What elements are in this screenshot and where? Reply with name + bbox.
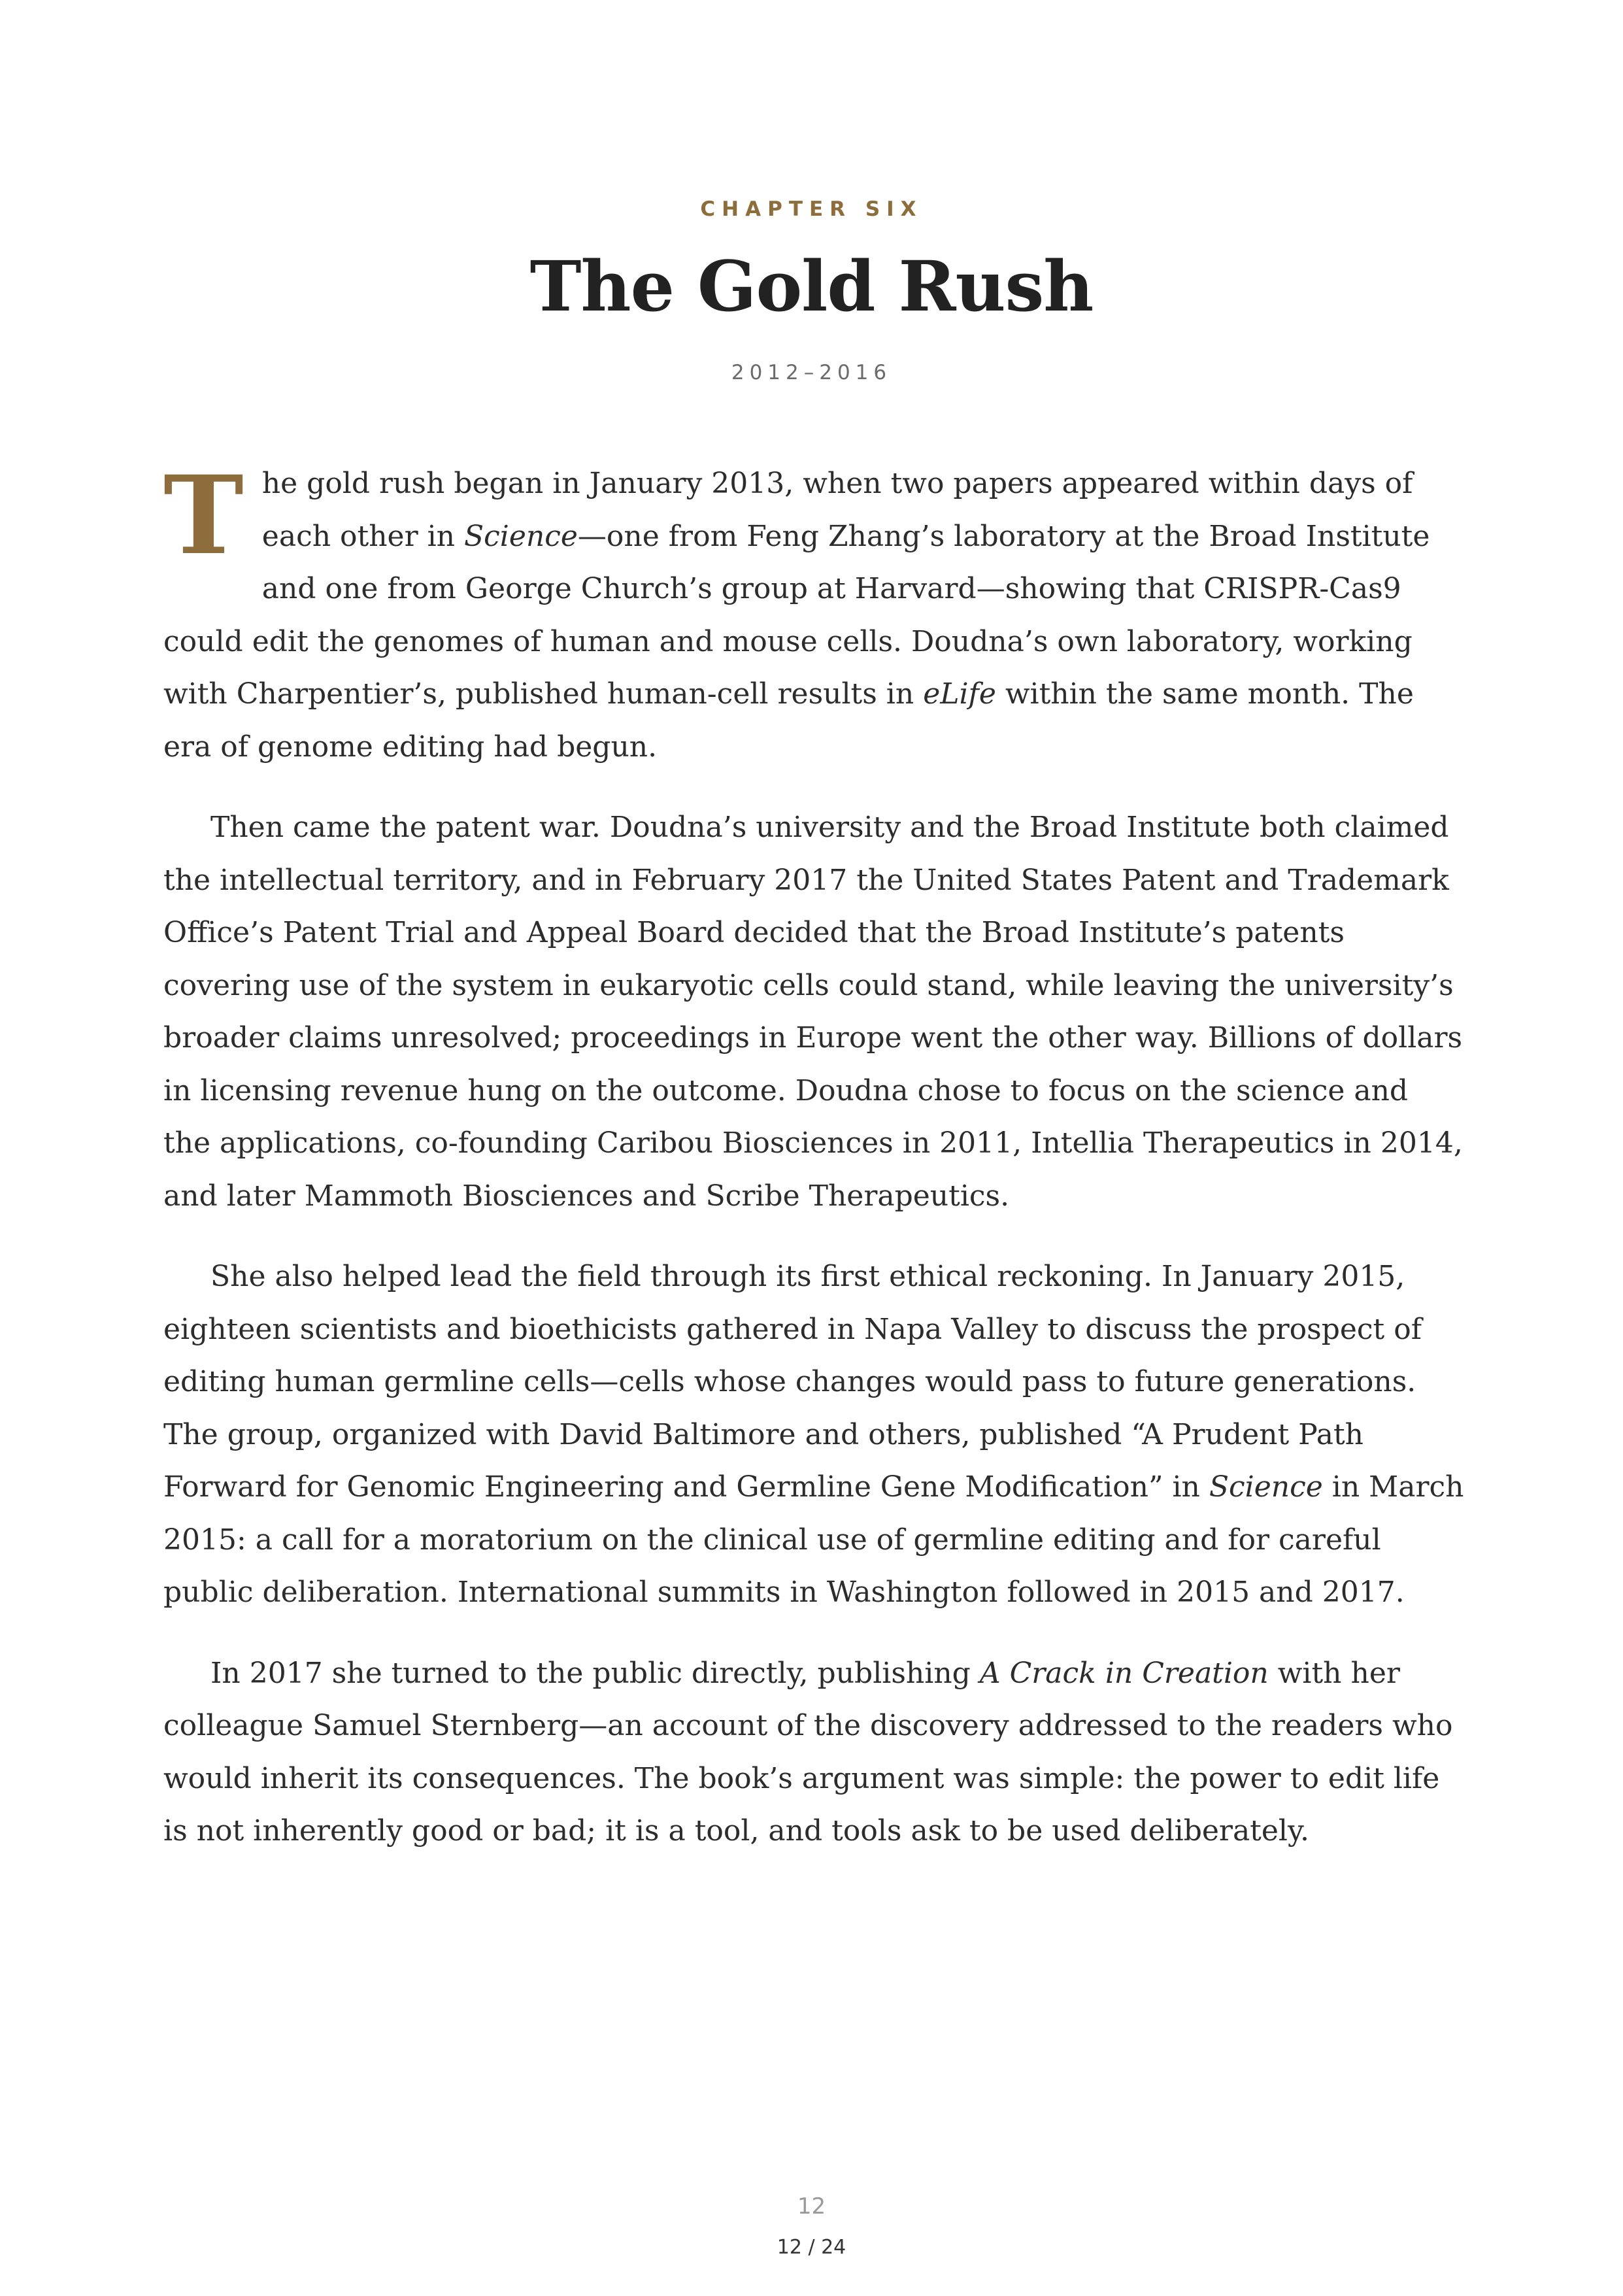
italic-text: Science bbox=[1209, 1470, 1323, 1504]
drop-cap: T bbox=[163, 452, 244, 579]
body-paragraph bbox=[163, 452, 1464, 773]
chapter-kicker: CHAPTER SIX bbox=[700, 197, 923, 221]
paragraph-text: Then came the patent war. Doudna’s university and the Broad Institute both claimed the intellectual territory, and in February 2017 the United States Patent and Trademark Office’s Patent Trial and Appeal Board decided that the Broad Institute’s patents covering use of the system in eukaryotic cells could stand, while leaving the university’s broader claims unresolved; proceedings in Europe went the other way. Billions of dollars in licensing revenue hung on the outcome. Doudna chose to focus on the science and the applications, co-founding Caribou Biosciences in 2011, Intellia Therapeutics in 2014, and later Mammoth Biosciences and Scribe Therapeutics. bbox=[163, 811, 1463, 1213]
paragraph-text: —one from Feng Zhang’s laboratory at the Broad Institute and one from George Church’s group at Harvard—showing that CRISPR-Cas9 could edit the genomes of human and mouse cells. Doudna’s own laboratory, working with Charpentier’s, published human-cell results in bbox=[163, 519, 1430, 711]
body-paragraph bbox=[163, 1647, 1464, 1858]
chapter-years: 2012–2016 bbox=[731, 361, 892, 384]
italic-text: A Crack in Creation bbox=[979, 1656, 1269, 1690]
page-counter: 12 / 24 bbox=[777, 2236, 846, 2259]
page-number: 12 bbox=[797, 2193, 826, 2220]
body-paragraph bbox=[163, 802, 1464, 1223]
paragraph-text: in March 2015: a call for a moratorium on the clinical use of germline editing and for careful public deliberation. International summits in Washington followed in 2015 and 2017. bbox=[163, 1470, 1464, 1609]
chapter-title: The Gold Rush bbox=[529, 245, 1094, 327]
paragraph-text: In 2017 she turned to the public directly, publishing bbox=[210, 1656, 980, 1690]
chapter-body bbox=[163, 452, 1464, 1886]
paragraph-text: with her colleague Samuel Sternberg—an account of the discovery addressed to the readers who would inherit its consequences. The book’s argument was simple: the power to edit life is not inherently good or bad; it is a tool, and tools ask to be used deliberately. bbox=[163, 1656, 1453, 1848]
paragraph-text: within the same month. The era of genome editing had begun. bbox=[163, 677, 1414, 764]
paragraph-text: he gold rush began in January 2013, when two papers appeared within days of each other in bbox=[261, 467, 1413, 553]
italic-text: Science bbox=[464, 519, 578, 553]
body-paragraph bbox=[163, 1251, 1464, 1619]
italic-text: eLife bbox=[923, 677, 996, 711]
paragraph-text: She also helped lead the field through its first ethical reckoning. In January 2015, eighteen scientists and bioethicists gathered in Napa Valley to discuss the prospect of editing human germline cells—cells whose changes would pass to future generations. The group, organized with David Baltimore and others, published “A Prudent Path Forward for Genomic Engineering and Germline Gene Modification” in bbox=[163, 1260, 1422, 1504]
